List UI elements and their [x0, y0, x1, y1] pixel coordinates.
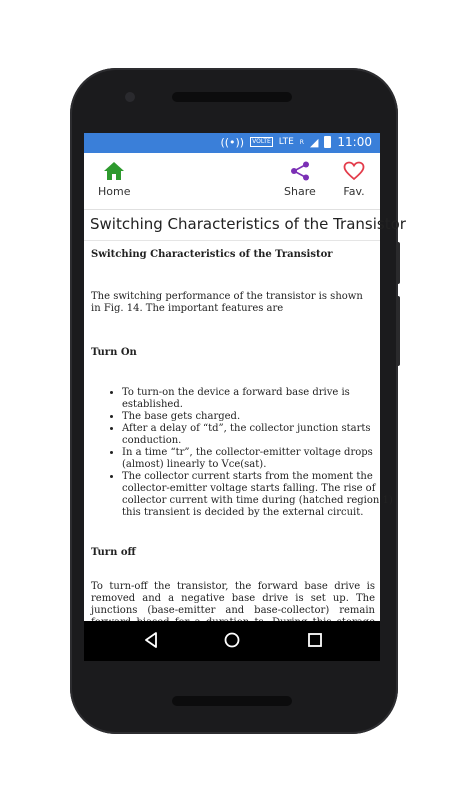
- screen: [84, 133, 406, 661]
- home-icon: [103, 161, 125, 181]
- back-icon[interactable]: [142, 631, 160, 649]
- page-title-bar: [84, 210, 406, 241]
- power-button: [396, 242, 400, 284]
- front-camera: [125, 92, 135, 102]
- network-label: LTE: [278, 137, 294, 147]
- status-bar: [84, 133, 380, 153]
- volte-badge: VOLTE: [252, 138, 271, 145]
- favorite-button[interactable]: [343, 161, 365, 198]
- share-icon: [289, 161, 311, 181]
- intro-paragraph: The switching performance of the transistor is shown in Fig. 14. The important features are: [91, 291, 363, 314]
- recents-icon[interactable]: [306, 631, 324, 649]
- bottom-speaker: [172, 696, 292, 706]
- list-item: • The collector current starts from the moment the collector-emitter voltage starts falling. The rise of collector current with time during (hatched region 1) this transient is decided by the external circuit.: [122, 471, 406, 519]
- article-heading: Switching Characteristics of the Transistor: [91, 249, 333, 260]
- heart-icon: [343, 161, 365, 181]
- home-label: Home: [98, 185, 131, 198]
- volume-button: [396, 296, 400, 366]
- share-button[interactable]: [284, 161, 316, 198]
- clock: 11:00: [337, 135, 372, 149]
- list-item: • The base gets charged.: [122, 411, 406, 423]
- list-item: • After a delay of “td”, the collector junction starts conduction.: [122, 423, 406, 447]
- signal-icon: ◢: [309, 135, 319, 149]
- favorite-label: Fav.: [343, 185, 365, 198]
- list-item: • To turn-on the device a forward base drive is established.: [122, 387, 406, 411]
- share-label: Share: [284, 185, 316, 198]
- toolbar: [84, 153, 380, 210]
- turn-off-heading: Turn off: [91, 547, 136, 558]
- turn-on-heading: Turn On: [91, 347, 137, 358]
- turn-off-paragraph: To turn-off the transistor, the forward base drive is removed and a negative base drive is set up. The junctions (base-emitter and base-collector) remain: [91, 581, 375, 616]
- battery-icon: [324, 136, 331, 148]
- page-title: Switching Characteristics of the Transistor: [90, 215, 406, 233]
- hotspot-icon: ((•)): [220, 135, 245, 149]
- navigation-bar: [84, 621, 380, 661]
- article-content[interactable]: [84, 241, 393, 621]
- roaming-label: R: [299, 138, 304, 146]
- top-speaker: [172, 92, 292, 102]
- home-button[interactable]: [98, 161, 130, 198]
- turn-on-list: [84, 387, 406, 519]
- list-item: • In a time “tr”, the collector-emitter voltage drops (almost) linearly to Vce(sat).: [122, 447, 406, 471]
- home-circle-icon[interactable]: [223, 631, 241, 649]
